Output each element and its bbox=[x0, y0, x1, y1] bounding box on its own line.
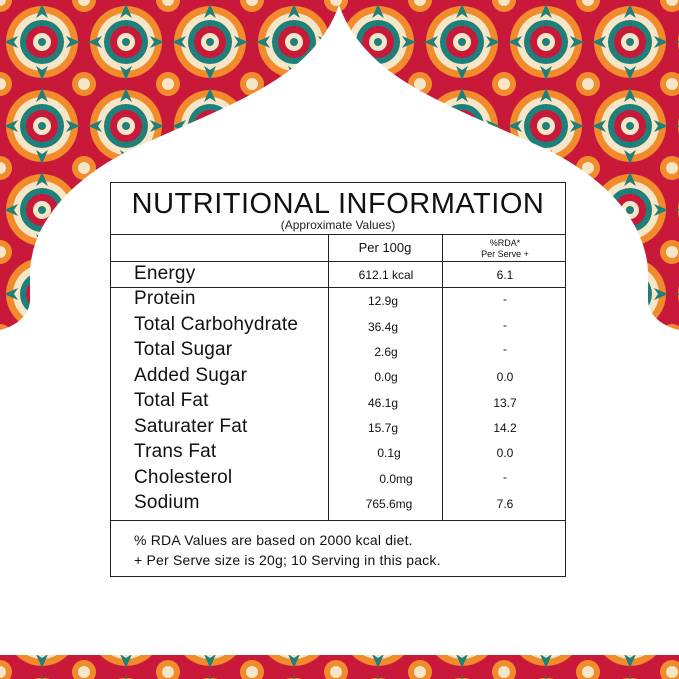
row-rda-cholesterol: - bbox=[503, 470, 507, 484]
row-label-trans-fat: Trans Fat bbox=[134, 441, 217, 462]
row-label-added-sugar: Added Sugar bbox=[134, 365, 248, 386]
footnote-serving-size: + Per Serve size is 20g; 10 Serving in this pack. bbox=[134, 552, 441, 568]
row-label-total-sugar: Total Sugar bbox=[134, 339, 233, 360]
row-value-sodium: 765.6mg bbox=[365, 497, 413, 511]
nutrition-table bbox=[110, 182, 566, 577]
row-label-cholesterol: Cholesterol bbox=[134, 467, 233, 488]
row-value-added-sugar: 0.0g bbox=[374, 370, 398, 384]
column-header-per-100g: Per 100g bbox=[358, 240, 412, 255]
row-label-energy: Energy bbox=[134, 263, 196, 284]
table-subtitle: (Approximate Values) bbox=[280, 218, 396, 232]
row-value-carbohydrate: 36.4g bbox=[367, 320, 399, 334]
divider bbox=[328, 234, 329, 520]
row-label-sodium: Sodium bbox=[134, 492, 200, 513]
row-rda-energy: 6.1 bbox=[496, 268, 514, 282]
row-label-total-fat: Total Fat bbox=[134, 390, 209, 411]
divider bbox=[111, 261, 565, 262]
row-value-protein: 12.9g bbox=[367, 294, 399, 308]
column-header-rda: %RDA* bbox=[489, 238, 521, 248]
row-value-total-fat: 46.1g bbox=[367, 396, 399, 410]
row-rda-sodium: 7.6 bbox=[496, 497, 514, 511]
row-value-trans-fat: 0.1g bbox=[377, 446, 401, 460]
row-rda-total-sugar: - bbox=[503, 342, 507, 356]
table-title: NUTRITIONAL INFORMATION bbox=[131, 188, 545, 220]
row-value-energy: 612.1 kcal bbox=[358, 268, 414, 282]
row-value-total-sugar: 2.6g bbox=[374, 345, 398, 359]
divider bbox=[111, 520, 565, 521]
column-header-per-serve: Per Serve + bbox=[481, 249, 529, 259]
row-rda-saturated-fat: 14.2 bbox=[493, 421, 517, 435]
row-rda-trans-fat: 0.0 bbox=[496, 446, 514, 460]
row-rda-carbohydrate: - bbox=[503, 318, 507, 332]
divider bbox=[111, 234, 565, 235]
row-rda-protein: - bbox=[503, 292, 507, 306]
row-label-carbohydrate: Total Carbohydrate bbox=[134, 314, 299, 335]
row-value-saturated-fat: 15.7g bbox=[367, 421, 399, 435]
row-label-protein: Protein bbox=[134, 288, 196, 309]
row-rda-added-sugar: 0.0 bbox=[496, 370, 514, 384]
row-rda-total-fat: 13.7 bbox=[493, 396, 517, 410]
row-value-cholesterol: 0.0mg bbox=[379, 472, 413, 486]
row-label-saturated-fat: Saturater Fat bbox=[134, 416, 248, 437]
footnote-rda-basis: % RDA Values are based on 2000 kcal diet. bbox=[134, 532, 413, 548]
